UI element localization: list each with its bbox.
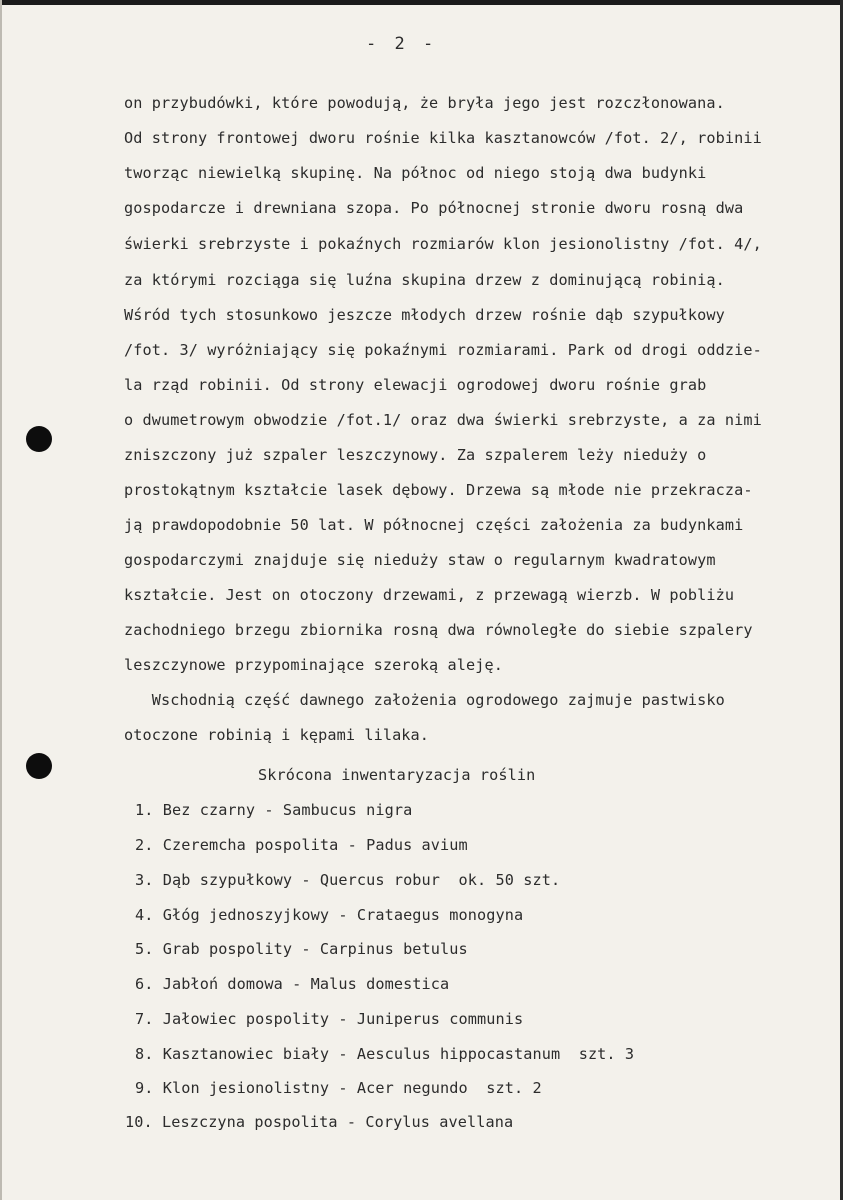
paragraph-line: świerki srebrzyste i pokaźnych rozmiarów klon jesionolistny /fot. 4/, <box>124 235 762 253</box>
list-item: 7. Jałowiec pospolity - Juniperus communis <box>135 1010 524 1028</box>
list-item: 9. Klon jesionolistny - Acer negundo szt. 2 <box>135 1079 542 1097</box>
paragraph-line: prostokątnym kształcie lasek dębowy. Drzewa są młode nie przekracza- <box>124 481 753 499</box>
scan-border-left <box>0 0 2 1200</box>
list-heading: Skrócona inwentaryzacja roślin <box>258 766 536 784</box>
paragraph-line: Wśród tych stosunkowo jeszcze młodych drzew rośnie dąb szypułkowy <box>124 306 725 324</box>
list-item: 10. Leszczyna pospolita - Corylus avellana <box>125 1113 514 1131</box>
punch-hole <box>26 753 52 779</box>
list-item: 8. Kasztanowiec biały - Aesculus hippocastanum szt. 3 <box>135 1045 635 1063</box>
paragraph-line: ją prawdopodobnie 50 lat. W północnej części założenia za budynkami <box>124 516 744 534</box>
paragraph-line: la rząd robinii. Od strony elewacji ogrodowej dworu rośnie grab <box>124 376 707 394</box>
paragraph-line: Wschodnią część dawnego założenia ogrodowego zajmuje pastwisko <box>124 691 725 709</box>
paragraph-line: zniszczony już szpaler leszczynowy. Za szpalerem leży nieduży o <box>124 446 707 464</box>
paragraph-line: tworząc niewielką skupinę. Na północ od niego stoją dwa budynki <box>124 164 707 182</box>
paragraph-line: gospodarczymi znajduje się nieduży staw o regularnym kwadratowym <box>124 551 716 569</box>
paragraph-line: Od strony frontowej dworu rośnie kilka kasztanowców /fot. 2/, robinii <box>124 129 762 147</box>
list-item: 1. Bez czarny - Sambucus nigra <box>135 801 413 819</box>
list-item: 6. Jabłoń domowa - Malus domestica <box>135 975 450 993</box>
scan-border-top <box>0 0 843 5</box>
paragraph-line: zachodniego brzegu zbiornika rosną dwa równoległe do siebie szpalery <box>124 621 753 639</box>
paragraph-line: /fot. 3/ wyróżniający się pokaźnymi rozmiarami. Park od drogi oddzie- <box>124 341 762 359</box>
paragraph-line: za którymi rozciąga się luźna skupina drzew z dominującą robinią. <box>124 271 725 289</box>
paragraph-line: leszczynowe przypominające szeroką aleję. <box>124 656 503 674</box>
paragraph-line: kształcie. Jest on otoczony drzewami, z przewagą wierzb. W pobliżu <box>124 586 735 604</box>
list-item: 4. Głóg jednoszyjkowy - Crataegus monogyna <box>135 906 524 924</box>
paragraph-line: o dwumetrowym obwodzie /fot.1/ oraz dwa świerki srebrzyste, a za nimi <box>124 411 762 429</box>
paragraph-line: otoczone robinią i kępami lilaka. <box>124 726 430 744</box>
paragraph-line: on przybudówki, które powodują, że bryła jego jest rozczłonowana. <box>124 94 725 112</box>
punch-hole <box>26 426 52 452</box>
paragraph-line: gospodarcze i drewniana szopa. Po północnej stronie dworu rosną dwa <box>124 199 744 217</box>
list-item: 3. Dąb szypułkowy - Quercus robur ok. 50 szt. <box>135 871 561 889</box>
list-item: 5. Grab pospolity - Carpinus betulus <box>135 940 468 958</box>
page-number: - 2 - <box>366 34 438 54</box>
list-item: 2. Czeremcha pospolita - Padus avium <box>135 836 468 854</box>
